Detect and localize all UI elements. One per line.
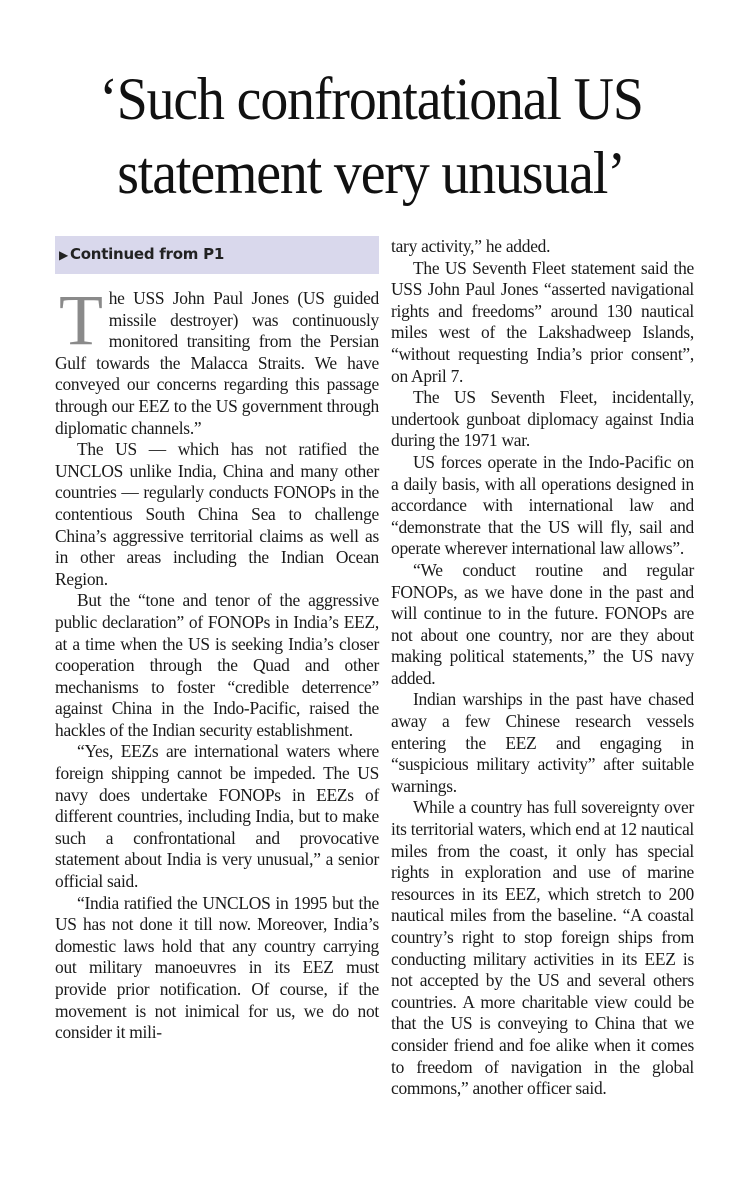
- article-column-left: [55, 236, 379, 1170]
- paragraph-left-5: “India ratified the UNCLOS in 1995 but the US has not done it till now. Moreover, India’s domestic laws hold that any country carrying out military manoeuvres in its EEZ must provide prior notification. Of course, if the movement is not inimical for us, we do not consider it mili-: [55, 892, 379, 1043]
- paragraph-left-4: “Yes, EEZs are international waters where foreign shipping cannot be impeded. The US navy does undertake FONOPs in EEZs of different countries, including India, but to make such a confrontational and provocative statement about India is very unusual,” a senior official said.: [55, 741, 379, 892]
- headline-line-2: statement very unusual’: [117, 140, 625, 206]
- headline: [43, 62, 700, 210]
- paragraph-right-7: While a country has full sovereignty over its territorial waters, which end at 12 nautical miles from the coast, it only has special rights in exploration and use of marine resources in its EEZ, which stretch to 200 nautical miles from the baseline. “A coastal country’s right to stop foreign ships from conducting military activities in its EEZ is not accepted by the US and several others countries. A more charitable view could be that the US is conveying to China that we consider friend and foe alike when it comes to freedom of navigation in the global commons,” another officer said.: [391, 797, 694, 1099]
- paragraph-left-1: The USS John Paul Jones (US guided missile destroyer) was continuously monitored transiting from the Persian Gulf towards the Malacca Straits. We have conveyed our concerns regarding this passage through our EEZ to the US government through diplomatic channels.”: [55, 280, 379, 438]
- paragraph-right-5: “We conduct routine and regular FONOPs, as we have done in the past and will continue to in the future. FONOPs are not about one country, nor are they about making political statements,” the US navy added.: [391, 559, 694, 688]
- paragraph-right-6: Indian warships in the past have chased away a few Chinese research vessels entering the EEZ and engaging in “suspicious military activity” after suitable warnings.: [391, 689, 694, 796]
- kicker-label: Continued from P1: [69, 245, 225, 263]
- drop-cap: T: [59, 280, 103, 360]
- headline-line-1: ‘Such confrontational US: [99, 66, 643, 132]
- paragraph-right-2: The US Seventh Fleet statement said the USS John Paul Jones “asserted navigational rights and freedoms” around 130 nautical miles west of the Lakshadweep Islands, “without requesting India’s prior consent”, on April 7.: [391, 257, 694, 386]
- paragraph-right-1: tary activity,” he added.: [391, 236, 551, 256]
- paragraph-right-4: US forces operate in the Indo-Pacific on a daily basis, with all operations designed in accordance with international law and “demonstrate that the US will fly, sail and operate wherever international law allows”.: [391, 451, 694, 559]
- triangle-right-icon: ▶: [59, 248, 68, 262]
- article-column-right: [391, 236, 694, 1170]
- continued-from-kicker: [55, 236, 379, 274]
- paragraph-left-2: The US — which has not ratified the UNCLOS unlike India, China and many other countries — regularly conducts FONOPs in the contentious South China Sea to challenge China’s aggressive territorial claims as well as in other areas including the Indian Ocean Region.: [55, 439, 379, 589]
- paragraph-right-3: The US Seventh Fleet, incidentally, undertook gunboat diplomacy against India during the 1971 war.: [391, 387, 694, 451]
- paragraph-left-3: But the “tone and tenor of the aggressive public declaration” of FONOPs in India’s EEZ, at a time when the US is seeking India’s closer cooperation through the Quad and other mechanisms to foster “credible deterrence” against China in the Indo-Pacific, raised the hackles of the Indian security establishment.: [55, 590, 379, 740]
